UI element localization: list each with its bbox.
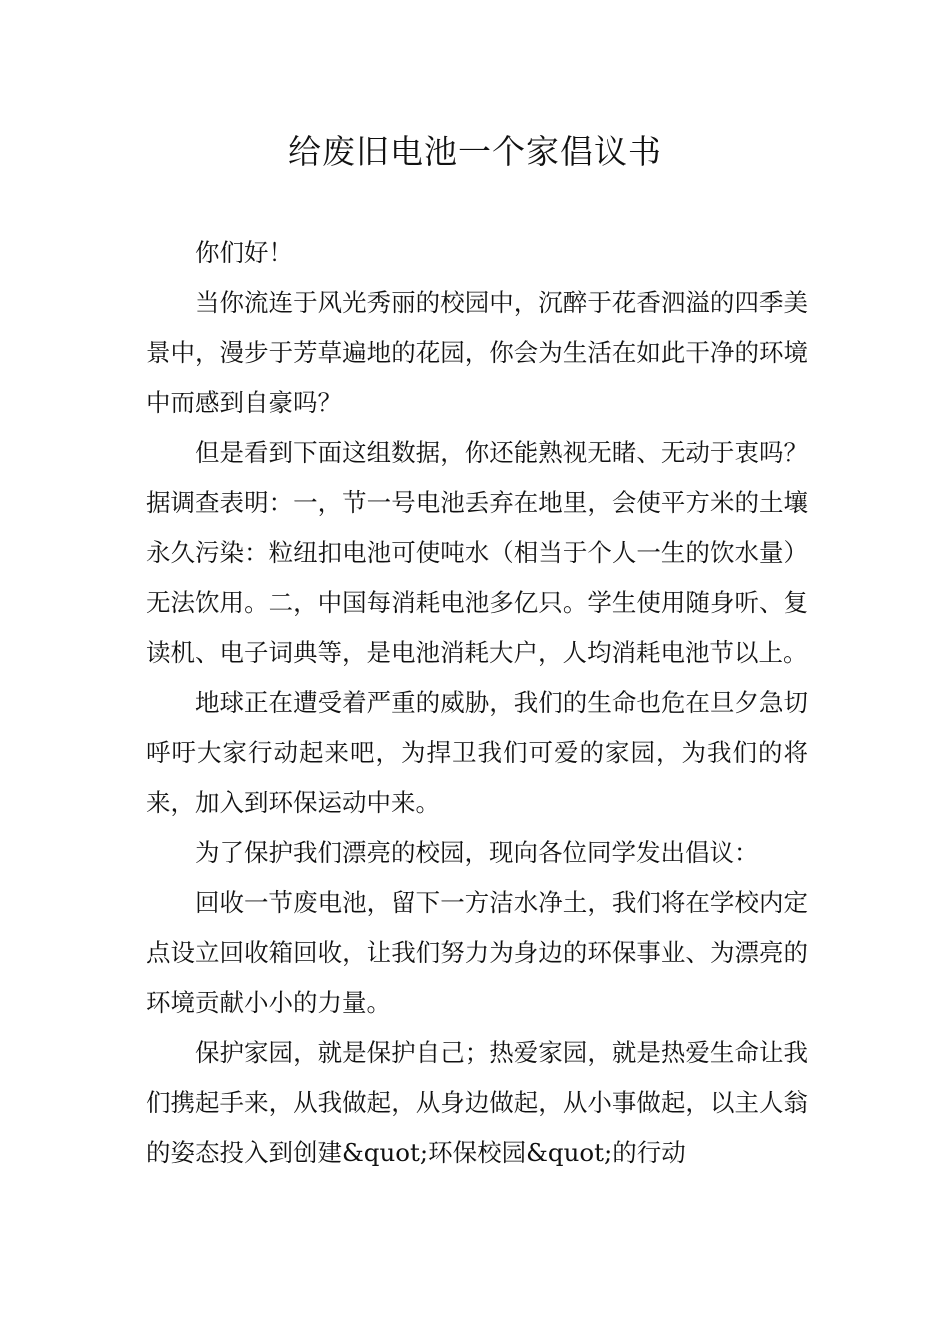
body-paragraph: 为了保护我们漂亮的校园，现向各位同学发出倡议： <box>195 838 759 867</box>
body-paragraph: 地球正在遭受着严重的威胁，我们的生命也危在旦夕急切呼吁大家行动起来吧，为捍卫我们可爱的家园，为我们的将来，加入到环保运动中来。 <box>146 688 808 817</box>
body-paragraph: 保护家园，就是保护自己；热爱家园，就是热爱生命让我们携起手来，从我做起，从身边做起，从小事做起，以主人翁的姿态投入到创建&quot;环保校园&quot;的行动 <box>146 1038 808 1167</box>
document-body <box>146 228 808 1178</box>
greeting-paragraph: 你们好！ <box>195 238 293 267</box>
body-paragraph: 回收一节废电池，留下一方洁水净土，我们将在学校内定点设立回收箱回收，让我们努力为身边的环保事业、为漂亮的环境贡献小小的力量。 <box>146 888 808 1017</box>
body-paragraph: 但是看到下面这组数据，你还能熟视无睹、无动于衷吗？据调查表明：一，节一号电池丢弃在地里，会使平方米的土壤永久污染：粒纽扣电池可使吨水（相当于个人一生的饮水量）无法饮用。二，中国每消耗电池多亿只。学生使用随身听、复读机、电子词典等，是电池消耗大户，人均消耗电池节以上。 <box>146 438 808 667</box>
body-paragraph: 当你流连于风光秀丽的校园中，沉醉于花香泗溢的四季美景中，漫步于芳草遍地的花园，你会为生活在如此干净的环境中而感到自豪吗？ <box>146 288 808 417</box>
document-title: 给废旧电池一个家倡议书 <box>288 132 662 171</box>
